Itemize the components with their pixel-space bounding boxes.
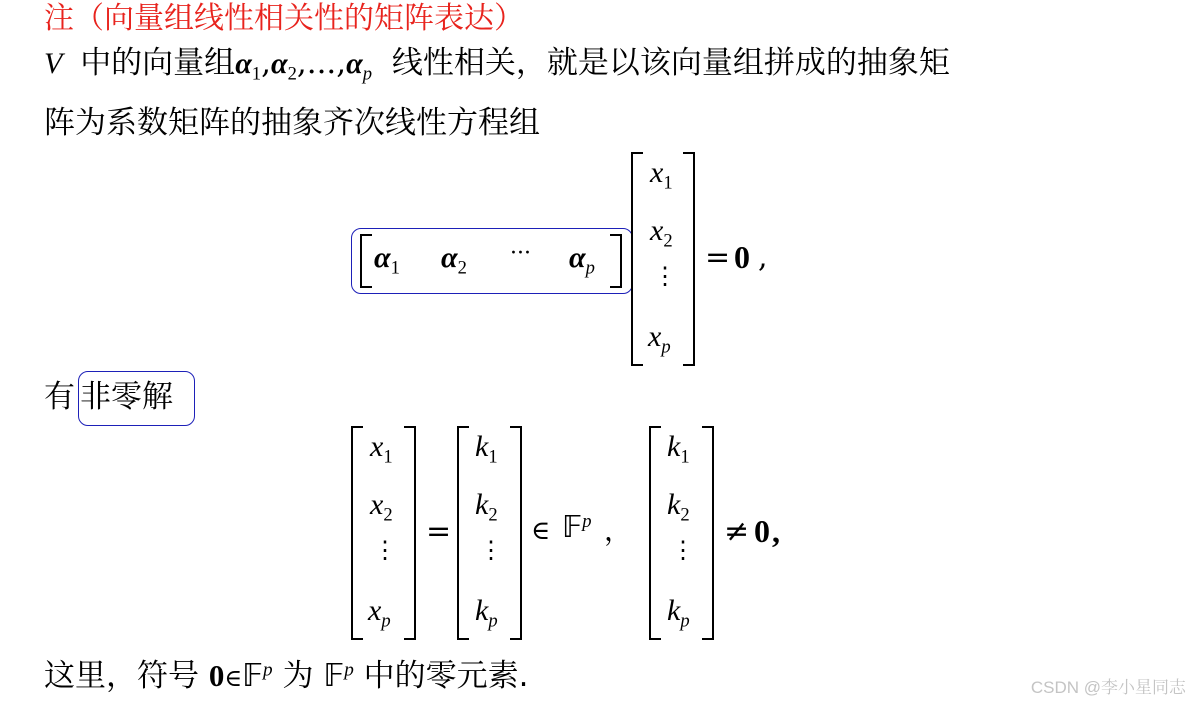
text-vector-group: 中的向量组 [80, 45, 236, 81]
text-linear-dependence: 线性相关，就是以该向量组拼成的抽象矩 [391, 45, 950, 81]
matrix-alpha-p: $\alpha_p$ [569, 241, 595, 279]
right-bracket [610, 234, 622, 288]
eq2-k-vdots: ⋮ [479, 536, 503, 564]
element-of: ∈ [531, 516, 551, 546]
element-of-symbol: ∈ [224, 664, 243, 692]
equals-sign: = [705, 240, 731, 275]
space-symbol: V [44, 47, 63, 80]
field-F-p: 𝔽$^p$ [562, 510, 592, 545]
x1: $x_1$ [650, 156, 673, 194]
eq2-x2: $x_2$ [370, 488, 393, 526]
vector-x-right-bracket [683, 152, 695, 366]
eq2-x1: $x_1$ [370, 430, 393, 468]
eq2b-k1: $k_1$ [667, 430, 690, 468]
csdn-watermark: CSDN @李小星同志 [1030, 678, 1186, 697]
k-vector-left-bracket [457, 426, 469, 640]
x2: $x_2$ [650, 214, 673, 252]
x-vector-right-bracket [404, 426, 416, 640]
ellipsis: ... [306, 45, 337, 81]
vertical-dots: ⋮ [653, 262, 677, 290]
k-vector-right-bracket [510, 426, 522, 640]
vector-x-left-bracket [631, 152, 643, 366]
statement-line-2: 阵为系数矩阵的抽象齐次线性方程组 [44, 105, 540, 141]
field-symbol-2: 𝔽$^p$ [323, 658, 354, 694]
eq2-zero-vector: 0 [754, 513, 770, 549]
statement-line-1: V 中的向量组$\alpha_1,\alpha_2,...,\alpha_p$ 线性相关，就是以该向量组拼成的抽象矩 [44, 45, 950, 85]
not-equal-sign: ≠ [724, 514, 750, 549]
statement-line-4 [44, 660, 529, 692]
nonzero-solution-text: 非零解 [80, 379, 173, 415]
eq2b-k-vdots: ⋮ [671, 536, 695, 564]
note-title: 注（向量组线性相关性的矩阵表达） [44, 1, 524, 36]
eq2-tail-comma: , [772, 513, 780, 549]
eq2-comma: ， [604, 514, 633, 547]
eq2-x-vdots: ⋮ [373, 536, 397, 564]
comma: , [758, 240, 768, 275]
zero-symbol: 0 [208, 658, 225, 693]
xp: $x_p$ [648, 320, 671, 358]
eq2-k2: $k_2$ [475, 488, 498, 526]
matrix-cdots: ··· [510, 241, 531, 266]
k2-vector-left-bracket [649, 426, 661, 640]
vector-alpha-1: $\alpha_1$ [235, 47, 262, 85]
eq2b-kp: $k_p$ [667, 594, 690, 632]
matrix-alpha-1: $\alpha_1$ [374, 241, 400, 279]
eq2-equals: = [426, 514, 452, 549]
here-symbol-text: 这里，符号 [44, 658, 199, 694]
eq2-k1: $k_1$ [475, 430, 498, 468]
x-vector-left-bracket [351, 426, 363, 640]
as-text: 为 [282, 658, 314, 694]
eq2-kp: $k_p$ [475, 594, 498, 632]
eq2-xp: $x_p$ [368, 594, 391, 632]
zero-element-text: 中的零元素. [363, 658, 529, 694]
has-text: 有 [44, 379, 75, 415]
field-symbol: 𝔽$^p$ [242, 658, 273, 694]
vector-alpha-2: $\alpha_2$ [270, 47, 297, 85]
zero-vector: 0 [734, 239, 750, 275]
k2-vector-right-bracket [702, 426, 714, 640]
vector-alpha-p: $\alpha_p$ [346, 47, 373, 85]
left-bracket [360, 234, 372, 288]
matrix-alpha-2: $\alpha_2$ [441, 241, 467, 279]
eq2b-k2: $k_2$ [667, 488, 690, 526]
